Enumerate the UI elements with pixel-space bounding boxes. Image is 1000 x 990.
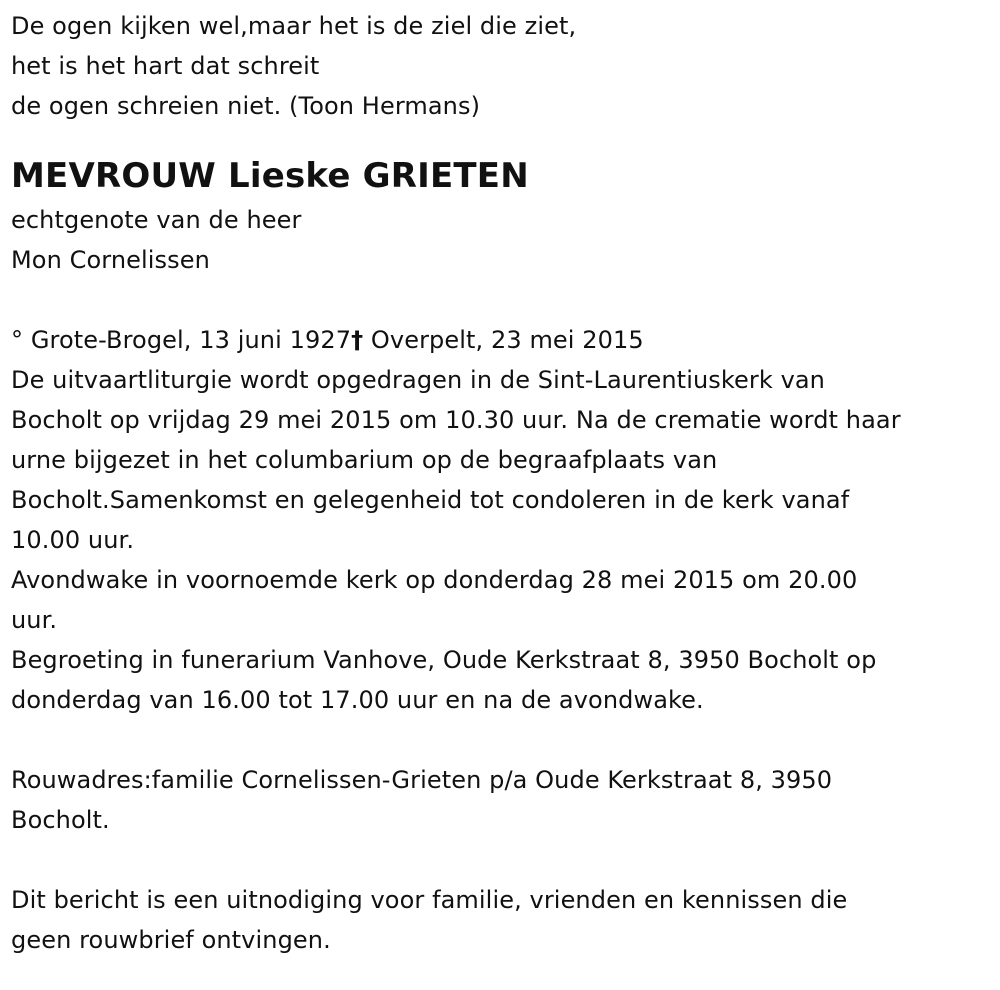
quote-line: de ogen schreien niet. (Toon Hermans): [11, 92, 481, 120]
dates-line: [11, 320, 991, 360]
birth-info: ° Grote-Brogel, 13 juni 1927: [11, 326, 352, 354]
visitation-line: donderdag van 16.00 tot 17.00 uur en na de avondwake.: [11, 686, 704, 714]
relation-line: Mon Cornelissen: [11, 246, 210, 274]
spacer: [11, 720, 991, 760]
ceremony-line: De uitvaartliturgie wordt opgedragen in de Sint-Laurentiuskerk van: [11, 366, 825, 394]
spacer: [11, 840, 991, 880]
notice-block: [11, 880, 991, 960]
spacer: [11, 280, 991, 320]
ceremony-line: 10.00 uur.: [11, 526, 135, 554]
address-line: Rouwadres:familie Cornelissen-Grieten p/a Oude Kerkstraat 8, 3950: [11, 766, 833, 794]
relation-block: [11, 200, 991, 280]
quote-line: De ogen kijken wel,maar het is de ziel die ziet,: [11, 12, 577, 40]
wake-line: Avondwake in voornoemde kerk op donderdag 28 mei 2015 om 20.00: [11, 566, 858, 594]
notice-line: Dit bericht is een uitnodiging voor familie, vrienden en kennissen die: [11, 886, 848, 914]
notice-line: geen rouwbrief ontvingen.: [11, 926, 331, 954]
quote-block: [11, 6, 991, 126]
deceased-name: MEVROUW Lieske GRIETEN: [11, 156, 529, 196]
ceremony-line: Bocholt op vrijdag 29 mei 2015 om 10.30 uur. Na de crematie wordt haar: [11, 406, 901, 434]
obituary-notice: [11, 6, 991, 960]
visitation-line: Begroeting in funerarium Vanhove, Oude Kerkstraat 8, 3950 Bocholt op: [11, 646, 877, 674]
visitation-block: [11, 640, 991, 720]
ceremony-line: Bocholt.Samenkomst en gelegenheid tot condoleren in de kerk vanaf: [11, 486, 850, 514]
death-info: Overpelt, 23 mei 2015: [363, 326, 644, 354]
address-line: Bocholt.: [11, 806, 110, 834]
relation-line: echtgenote van de heer: [11, 206, 302, 234]
ceremony-line: urne bijgezet in het columbarium op de begraafplaats van: [11, 446, 718, 474]
wake-block: [11, 560, 991, 640]
quote-line: het is het hart dat schreit: [11, 52, 320, 80]
address-block: [11, 760, 991, 840]
wake-line: uur.: [11, 606, 58, 634]
ceremony-block: [11, 360, 991, 560]
cross-icon: †: [351, 326, 364, 354]
